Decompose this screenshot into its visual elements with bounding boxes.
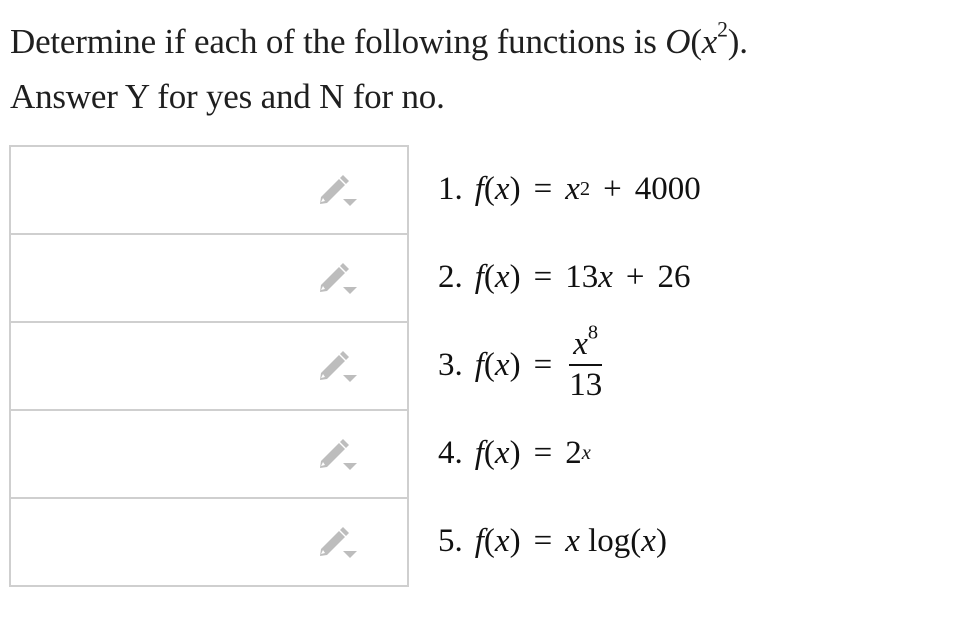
question-number: 5. — [438, 522, 463, 559]
question-row — [9, 233, 969, 321]
pencil-dropdown-icon — [317, 349, 361, 385]
answer-dropdown-5[interactable] — [9, 497, 409, 587]
fraction-denominator: 13 — [569, 367, 603, 403]
answer-dropdown-3[interactable] — [9, 321, 409, 411]
function-expression-5: 5. f ( x ) = x log ( x ) — [438, 522, 667, 559]
prompt-period: . — [739, 22, 748, 61]
question-row — [9, 497, 969, 585]
term-constant: 26 — [657, 258, 691, 295]
big-o-symbol: O — [665, 22, 691, 61]
term-variable: x — [565, 522, 580, 559]
question-list — [9, 145, 969, 585]
question-number: 2. — [438, 258, 463, 295]
fraction-numerator — [569, 322, 602, 366]
answer-dropdown-2[interactable] — [9, 233, 409, 323]
question-prompt — [10, 14, 950, 124]
equals-sign: = — [533, 522, 553, 559]
prompt-line-1: Determine if each of the following functions is $O(x^2)$. — [10, 17, 748, 61]
function-variable: x — [494, 258, 510, 295]
function-expression-3: 3. f ( x ) = $\frac{x^8}{13}$ — [438, 321, 606, 409]
function-variable: x — [494, 522, 510, 559]
term-variable: x — [598, 258, 613, 295]
function-expression-4: 4. f ( x ) = 2 x — [438, 434, 591, 471]
numerator-exponent: 8 — [587, 322, 599, 345]
function-name: f — [474, 522, 484, 559]
function-expression-2: 2. f ( x ) = 13 x + 26 — [438, 258, 691, 295]
equals-sign: = — [533, 346, 553, 383]
term-coefficient: 13 — [565, 258, 599, 295]
answer-dropdown-1[interactable] — [9, 145, 409, 235]
plus-sign: + — [625, 258, 645, 295]
function-variable: x — [494, 170, 510, 207]
function-name: f — [474, 346, 484, 383]
plus-sign: + — [603, 170, 622, 207]
function-variable: x — [494, 434, 510, 471]
question-number: 1. — [438, 170, 463, 207]
numerator-variable: x — [573, 326, 588, 363]
big-o-variable: x — [701, 22, 718, 61]
prompt-line-2: Answer Y for yes and N for no. — [10, 77, 445, 116]
question-number: 4. — [438, 434, 463, 471]
equals-sign: = — [533, 258, 553, 295]
function-variable: x — [494, 346, 510, 383]
log-function: log — [588, 522, 631, 559]
pencil-dropdown-icon — [317, 261, 361, 297]
question-number: 3. — [438, 346, 463, 383]
exponential-base: 2 — [565, 434, 582, 471]
function-name: f — [474, 170, 484, 207]
pencil-dropdown-icon — [317, 173, 361, 209]
pencil-dropdown-icon — [317, 525, 361, 561]
term-constant: 4000 — [634, 170, 701, 207]
function-expression-1: 1. f ( x ) = x 2 + 4000 — [438, 170, 701, 207]
prompt-text: Determine if each of the following functions is — [10, 22, 657, 61]
term-variable: x — [565, 170, 580, 207]
function-name: f — [474, 258, 484, 295]
answer-dropdown-4[interactable] — [9, 409, 409, 499]
function-name: f — [474, 434, 484, 471]
log-argument: x — [641, 522, 656, 559]
question-row — [9, 321, 969, 409]
big-o-exponent: 2 — [717, 17, 728, 42]
question-row — [9, 409, 969, 497]
equals-sign: = — [533, 434, 553, 471]
question-row — [9, 145, 969, 233]
equals-sign: = — [533, 170, 553, 207]
fraction — [565, 322, 606, 403]
pencil-dropdown-icon — [317, 437, 361, 473]
